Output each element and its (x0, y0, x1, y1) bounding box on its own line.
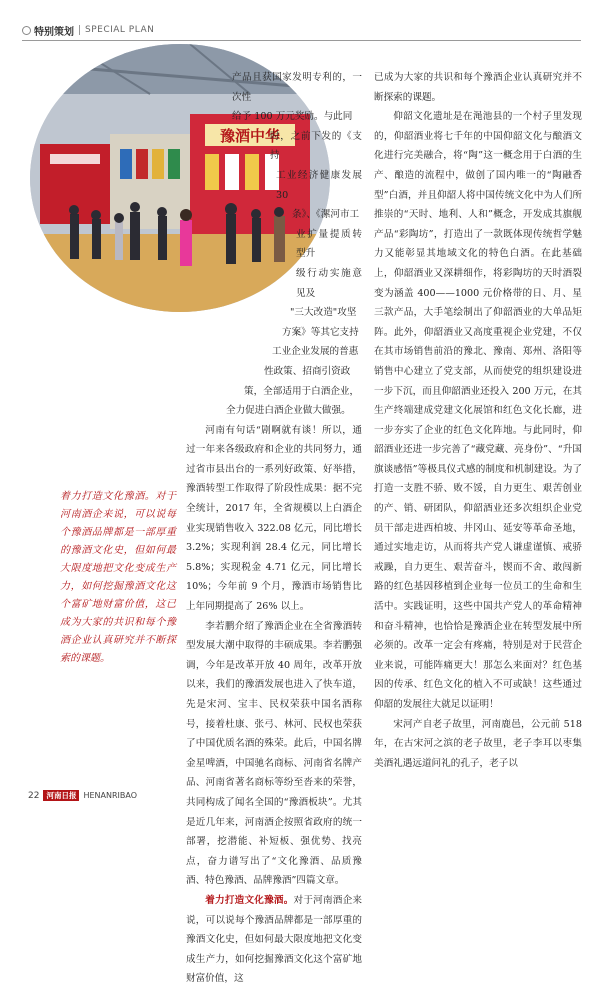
page-number: 22 (28, 790, 40, 801)
highlight-heading: 着力打造文化豫酒。 (205, 894, 294, 906)
booth-sign: 豫酒中华 (219, 127, 281, 145)
section-title: 特别策划 (34, 26, 74, 38)
page-header (22, 22, 154, 38)
right-column (374, 68, 582, 773)
text-line: "三大改造"攻坚 (290, 307, 357, 319)
header-divider (79, 25, 80, 35)
text-line: 产品且获国家发明专利的，一次性 (232, 72, 362, 103)
body-paragraph: 仰韶文化遗址是在渑池县的一个村子里发现的，仰韶酒业将七千年的中国仰韶文化与酿酒文化进行完美融合，将“陶”这一概念用于白酒的生产、酿造的流程中，做创了国内唯一的“陶融香型”白酒，并且仰韶人将中国传统文化中为人们所推崇的“天时、地利、人和”概念，开发成其旗舰产品“彩陶坊”，打造出了一款既体现传统哲学魅力又能彰显其地域文化的特色白酒。在此基础上，仰韶酒业又深耕细作，将彩陶坊的天时酒裂变为涵盖 400——1000 元价格带的日、月、星三款产品，大手笔绘制出了仰韶酒业的大单品矩阵。此外，仰韶酒业又高度重视企业党建，不仅在其市场销售前沿的豫北、豫南、郑州、洛阳等销售中心建立了党支部，从而使党的组织建设进一步下沉，而且仰韶酒业还投入 200 万元，在其生产终端建成党建文化展馆和红色文化长廊，进一步夯实了企业的红色文化阵地。与此同时，仰韶酒业还进一步完善了“藏党藏、亮身份”、“升国旗谈感悟”等极具仪式感的制度和机制建设。为了打造一支胜不骄、败不馁，自力更生、艰苦创业的产、销、研团队，仰韶酒业还多次组织企业党员干部走进西柏坡、井冈山、延安等革命圣地，通过实地走访，从而将共产党人谦虚谨慎、戒骄戒躁，自力更生、艰苦奋斗，锲而不舍、敢闯新路的红色基因移植到企业每一位员工的生命和生活中。实践证明，这些中国共产党人的革命精神和奋斗精神，也恰恰是豫酒企业在转型发展中所必须的。改革一定会有疼痛，特别是对于民营企业来说，可能阵痛更大！那怎么来面对？红色基因的传承、红色文化的植入不可或缺！这些通过仰韶的发展往大就足以证明！ (374, 111, 582, 710)
header-rule (22, 40, 581, 41)
body-paragraph: 河南有句话“剧啊就有谈！所以，通过一年来各级政府和企业的共同努力，通过省市县出台的一系列好政策、好举措，豫酒转型工作取得了阶段性成果：据不完全统计，2017 年，全省规模以上白酒企业实现销售收入 322.08 亿元，同比增长 3.2%；实现利润 28.4 亿元，同比增长 5.8%；实现税金 4.71 亿元，同比增长 10%；今年前 9 个月，豫酒市场销售比上年同期提高了 26% 以上。 (186, 424, 362, 613)
circle-icon (22, 26, 31, 35)
magazine-name-en: HENANRIBAO (83, 791, 137, 800)
middle-column (186, 68, 362, 989)
body-paragraph: 李若鹏介绍了豫酒企业在全省豫酒转型发展大潮中取得的丰硕成果。李若鹏强调，今年是改革开放 40 周年，改革开放以来，我们的豫酒发展也进入了快车道，先是宋河、宝丰、民权荣获中国名酒称号，接着杜康、张弓、林河、民权也荣获了中国优质名酒的殊荣。此后，中国名牌金星啤酒，中国驰名商标、河南省名牌产品、河南省著名商标等纷至沓来的荣誉，共同构成了闻名全国的“豫酒板块”。尤其是近几年来，河南酒企按照省政府的统一部署，挖潜能、补短板、强优势、找亮点，奋力谱写出了“文化豫酒、品质豫酒、特色豫酒、品牌豫酒”四篇文章。 (186, 620, 362, 887)
text-line: 工业经济健康发展 30 (276, 169, 362, 201)
text-line: 策，全部适用于白酒企业， (244, 385, 360, 397)
body-paragraph (186, 891, 362, 989)
text-line: 给予 100 万元奖励。与此同 (232, 111, 353, 123)
text-line: 业扩量提质转型升 (296, 228, 362, 260)
text-line: 时，之前下发的《支持 (270, 130, 362, 162)
text-line: 级行动实施意见及 (296, 267, 362, 299)
pull-quote: 着力打造文化豫酒。对于河南酒企来说，可以说每个豫酒品牌都是一部厚重的豫酒文化史，但如何最大限度地把文化变成生产力，如何挖掘豫酒文化这个富矿地财富价值，这已成为大家的共识和每个豫酒企业认真研究并不断探索的课题。 (60, 491, 176, 664)
text-line: 工业企业发展的普惠 (272, 346, 359, 358)
body-text: 对于河南酒企来说，可以说每个豫酒品牌都是一部厚重的豫酒文化史，但如何最大限度地把文化变成生产力，如何挖掘豫酒文化这个富矿地财富价值，这 (186, 894, 363, 985)
body-paragraph: 宋河产自老子故里，河南鹿邑，公元前 518 年，在古宋河之滨的老子故里，老子李耳以枣集美酒礼遇远道问礼的孔子，老子以 (374, 718, 582, 769)
body-paragraph: 已成为大家的共识和每个豫酒企业认真研究并不断探索的课题。 (374, 72, 582, 103)
text-line: 全力促进白酒企业做大做强。 (226, 405, 351, 417)
text-line: 性政策、招商引资政 (264, 365, 351, 377)
magazine-logo: 河南日报 (43, 790, 79, 801)
page-footer (28, 790, 137, 801)
section-title-en: SPECIAL PLAN (85, 25, 155, 35)
wrapped-text-block (186, 68, 362, 421)
text-line: 条》、《漯河市工 (292, 209, 360, 221)
text-line: 方案》等其它支持 (282, 326, 359, 338)
